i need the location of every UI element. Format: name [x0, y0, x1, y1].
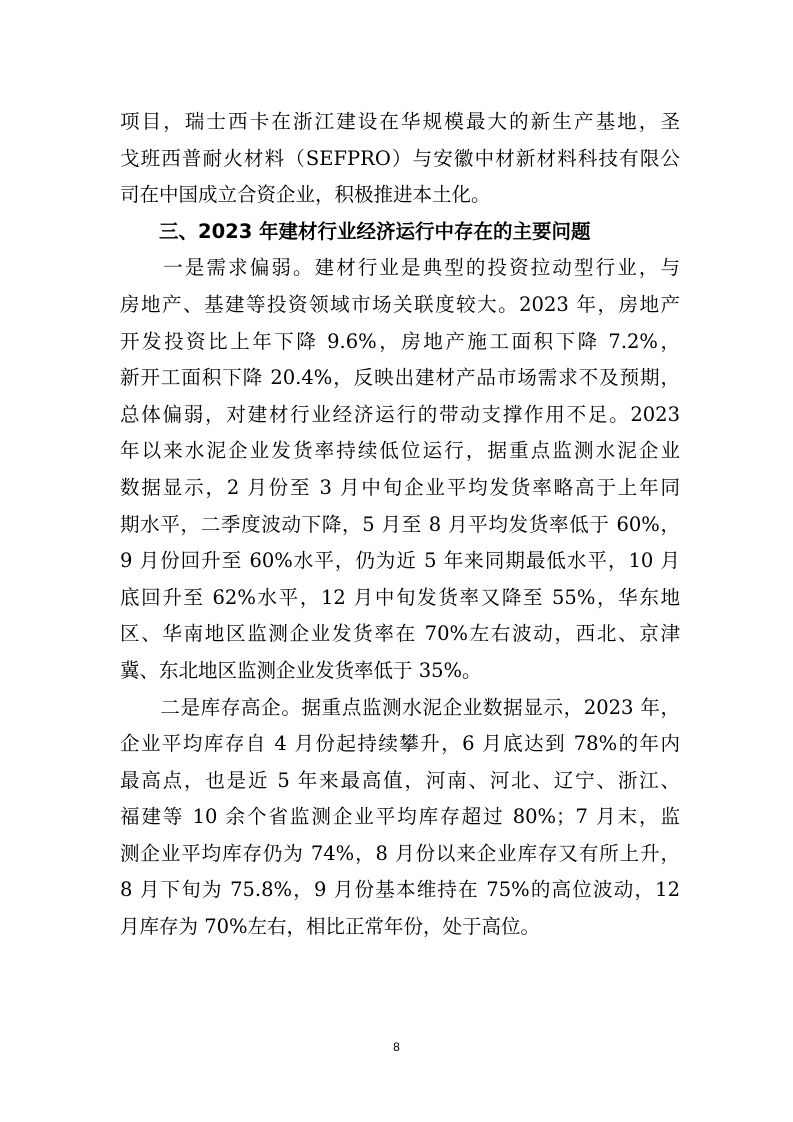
- text-line: 8 月下旬为 75.8%，9 月份基本维持在 75%的高位波动，12: [120, 878, 680, 902]
- text-line: 底回升至 62%水平，12 月中旬发货率又降至 55%，华东地: [120, 585, 680, 609]
- page-number: 8: [393, 1040, 400, 1054]
- text-line: 一是需求偏弱。建材行业是典型的投资拉动型行业，与: [120, 256, 680, 280]
- text-line: 戈班西普耐火材料（SEFPRO）与安徽中材新材料科技有限公: [120, 146, 680, 170]
- text-line: 二是库存高企。据重点监测水泥企业数据显示，2023 年，: [120, 695, 680, 719]
- text-line: 年以来水泥企业发货率持续低位运行，据重点监测水泥企业: [120, 439, 680, 463]
- section-heading: 三、2023 年建材行业经济运行中存在的主要问题: [120, 219, 591, 243]
- text-line: 企业平均库存自 4 月份起持续攀升，6 月底达到 78%的年内: [120, 732, 680, 756]
- text-line: 冀、东北地区监测企业发货率低于 35%。: [120, 658, 482, 682]
- text-line: 9 月份回升至 60%水平，仍为近 5 年来同期最低水平，10 月: [120, 549, 680, 573]
- text-line: 项目，瑞士西卡在浙江建设在华规模最大的新生产基地，圣: [120, 110, 680, 133]
- text-line: 福建等 10 余个省监测企业平均库存超过 80%；7 月末，监: [120, 805, 680, 829]
- text-line: 开发投资比上年下降 9.6%，房地产施工面积下降 7.2%，: [120, 329, 680, 353]
- text-line: 总体偏弱，对建材行业经济运行的带动支撑作用不足。2023: [120, 402, 680, 426]
- text-line: 期水平，二季度波动下降，5 月至 8 月平均发货率低于 60%，: [120, 512, 680, 536]
- body-text: [120, 104, 680, 946]
- text-line: 数据显示，2 月份至 3 月中旬企业平均发货率略高于上年同: [120, 475, 680, 499]
- text-line: 司在中国成立合资企业，积极推进本土化。: [120, 183, 491, 207]
- text-line: 房地产、基建等投资领域市场关联度较大。2023 年，房地产: [120, 292, 680, 316]
- text-line: 最高点，也是近 5 年来最高值，河南、河北、辽宁、浙江、: [120, 768, 680, 792]
- text-line: 新开工面积下降 20.4%，反映出建材产品市场需求不及预期，: [120, 366, 680, 390]
- text-line: 月库存为 70%左右，相比正常年份，处于高位。: [120, 915, 541, 939]
- text-line: 测企业平均库存仍为 74%，8 月份以来企业库存又有所上升，: [120, 841, 680, 865]
- text-line: 区、华南地区监测企业发货率在 70%左右波动，西北、京津: [120, 622, 680, 646]
